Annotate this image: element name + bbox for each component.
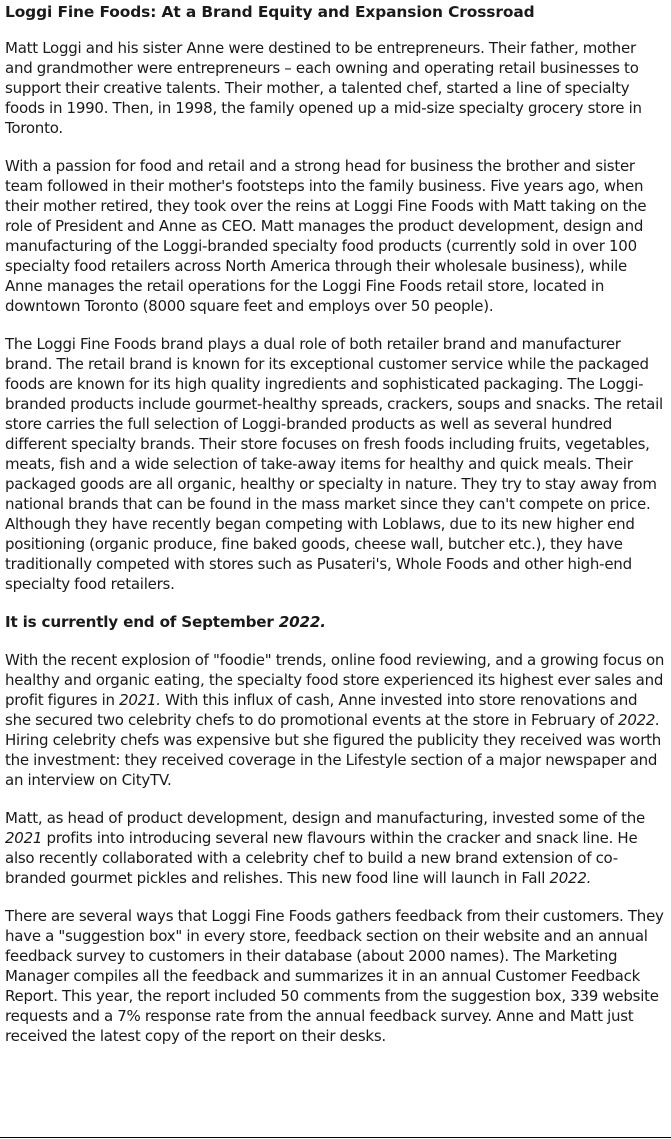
paragraph-5-part-b: profits into introducing several new flavours within the cracker and snack line. He also recently collaborated with a celebrity chef to build a new brand extension of co-branded gourmet pickles and relishes. This new food line will launch in Fall (5, 829, 638, 887)
paragraph-4-part-b: With this influx of cash, Anne invested into store renovations and she secured two celebrity chefs to do promotional events at the store in February of (5, 691, 638, 729)
paragraph-1: Matt Loggi and his sister Anne were destined to be entrepreneurs. Their father, mother and grandmother were entrepreneurs – each owning and operating retail businesses to support their creative talents. Their mother, a talented chef, started a line of specialty foods in 1990. Then, in 1998, the family opened up a mid-size specialty grocery store in Toronto. (5, 39, 642, 137)
bottom-divider (0, 1137, 671, 1138)
section-subheading (5, 612, 667, 632)
paragraph-5-year-2: 2022. (549, 869, 592, 887)
paragraph-4-part-c: Hiring celebrity chefs was expensive but she figured the publicity they received was worth the investment: they received coverage in the Lifestyle section of a major newspaper and an interview on CityTV. (5, 731, 662, 789)
paragraph-4 (5, 650, 667, 790)
subheading-year: 2022. (278, 613, 326, 631)
paragraph-5-year-1: 2021 (5, 829, 43, 847)
document-title: Loggi Fine Foods: At a Brand Equity and Expansion Crossroad (5, 3, 535, 21)
paragraph-6: There are several ways that Loggi Fine Foods gathers feedback from their customers. They have a "suggestion box" in every store, feedback section on their website and an annual feedback survey to customers in their database (about 2000 names). The Marketing Manager compiles all the feedback and summarizes it in an annual Customer Feedback Report. This year, the report included 50 comments from the suggestion box, 339 website requests and a 7% response rate from the annual feedback survey. Anne and Matt just received the latest copy of the report on their desks. (5, 907, 664, 1045)
paragraph-5 (5, 808, 667, 888)
paragraph-5-part-a: Matt, as head of product development, design and manufacturing, invested some of the (5, 809, 645, 827)
subheading-text: It is currently end of September (5, 613, 279, 631)
paragraph-2: With a passion for food and retail and a strong head for business the brother and sister team followed in their mother's footsteps into the family business. Five years ago, when their mother retired, they took over the reins at Loggi Fine Foods with Matt taking on the role of President and Anne as CEO. Matt manages the product development, design and manufacturing of the Loggi-branded specialty food products (currently sold in over 100 specialty food retailers across North America through their wholesale business), while Anne manages the retail operations for the Loggi Fine Foods retail store, located in downtown Toronto (8000 square feet and employs over 50 people). (5, 157, 647, 315)
paragraph-3: The Loggi Fine Foods brand plays a dual role of both retailer brand and manufacturer brand. The retail brand is known for its exceptional customer service while the packaged foods are known for its high quality ingredients and sophisticated packaging. The Loggi-branded products include gourmet-healthy spreads, crackers, soups and snacks. The retail store carries the full selection of Loggi-branded products as well as several hundred different specialty brands. Their store focuses on fresh foods including fruits, vegetables, meats, fish and a wide selection of take-away items for healthy and quick meals. Their packaged goods are all organic, healthy or specialty in nature. They try to stay away from national brands that can be found in the mass market since they can't compete on price. Although they have recently began competing with Loblaws, due to its new higher end positioning (organic produce, fine baked goods, cheese wall, butcher etc.), they have traditionally competed with stores such as Pusateri's, Whole Foods and other high-end specialty food retailers. (5, 335, 663, 593)
paragraph-4-part-a: With the recent explosion of "foodie" trends, online food reviewing, and a growing focus on healthy and organic eating, the specialty food store experienced its highest ever sales and profit figures in (5, 651, 665, 709)
document (5, 0, 667, 1046)
paragraph-4-year-2: 2022. (618, 711, 660, 729)
paragraph-4-year-1: 2021. (119, 691, 161, 709)
